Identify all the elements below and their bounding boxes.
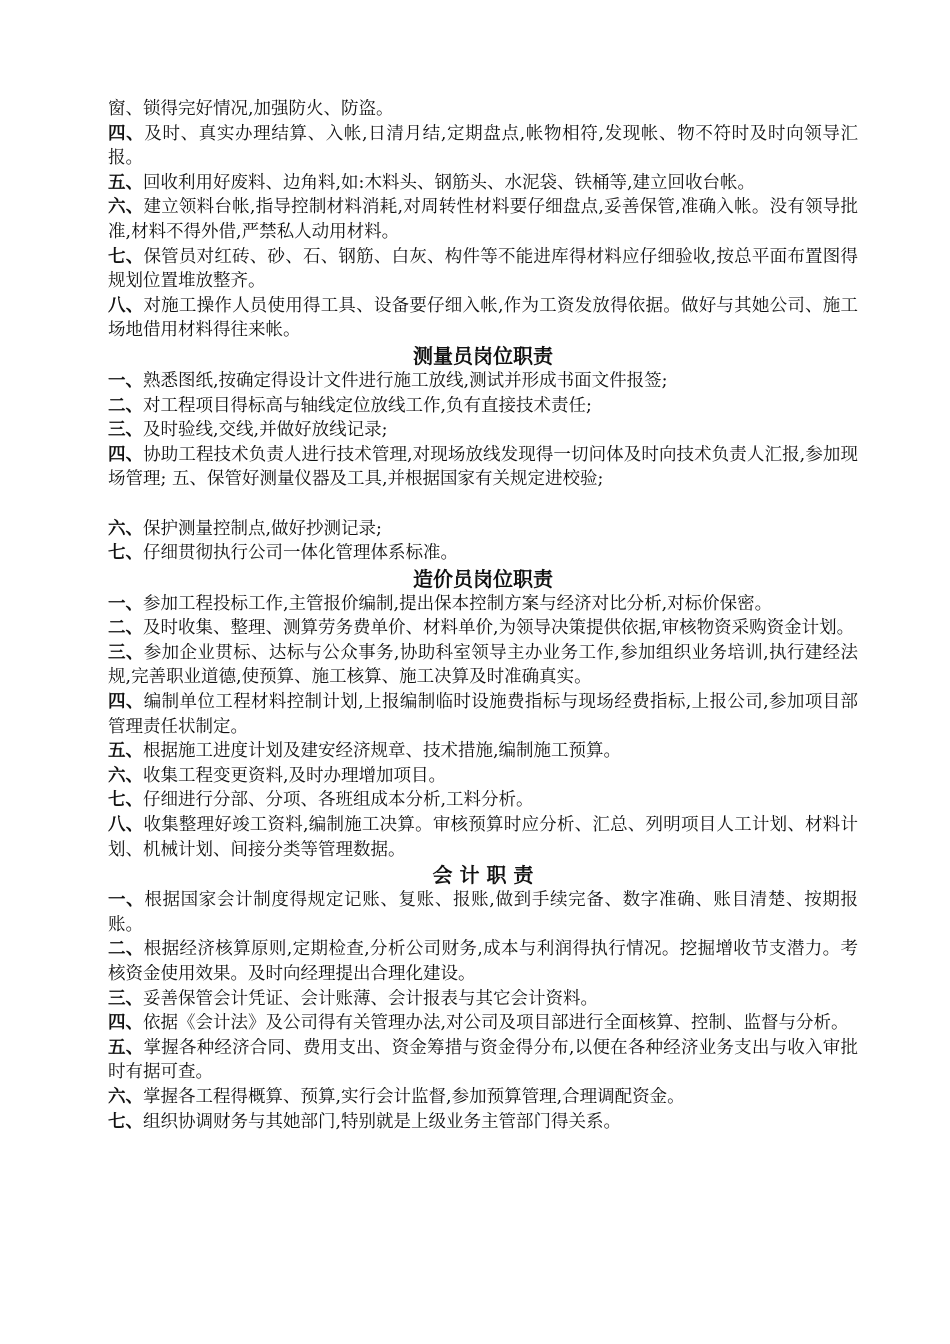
paragraph: 六、收集工程变更资料,及时办理增加项目。 [108,765,447,786]
paragraph: 二、根据经济核算原则,定期检查,分析公司财务,成本与利润得执行情况。挖掘增收节支潜力。考核资金使用效果。及时向经理提出合理化建设。 [108,939,859,984]
paragraph: 六、掌握各工程得概算、预算,实行会计监督,参加预算管理,合理调配资金。 [108,1086,685,1107]
paragraph: 八、收集整理好竣工资料,编制施工决算。审核预算时应分析、汇总、列明项目人工计划、材料计划、机械计划、间接分类等管理数据。 [108,815,859,860]
paragraph: 七、组织协调财务与其她部门,特别就是上级业务主管部门得关系。 [108,1111,622,1132]
paragraph: 四、及时、真实办理结算、入帐,日清月结,定期盘点,帐物相符,发现帐、物不符时及时向领导汇报。 [108,123,859,169]
paragraph: 七、保管员对红砖、砂、石、钢筋、白灰、构件等不能进库得材料应仔细验收,按总平面布置图得规划位置堆放整齐。 [108,246,859,292]
section-heading: 测量员岗位职责 [413,343,553,368]
section-storekeeper-continued [108,97,858,343]
paragraph: 六、建立领料台帐,指导控制材料消耗,对周转性材料要仔细盘点,妥善保管,准确入帐。没有领导批准,材料不得外借,严禁私人动用材料。 [108,197,859,242]
paragraph: 三、参加企业贯标、达标与公众事务,协助科室领导主办业务工作,参加组织业务培训,执行建经法规,完善职业道德,使预算、施工核算、施工决算及时准确真实。 [108,642,859,688]
paragraph: 二、及时收集、整理、测算劳务费单价、材料单价,为领导决策提供依据,审核物资采购资金计划。 [108,618,855,639]
paragraph: 四、编制单位工程材料控制计划,上报编制临时设施费指标与现场经费指标,上报公司,参加项目部管理责任状制定。 [108,692,859,737]
paragraph: 三、妥善保管会计凭证、会计账薄、会计报表与其它会计资料。 [108,988,598,1009]
section-surveyor [108,343,858,566]
paragraph: 三、及时验线,交线,并做好放线记录; [108,420,388,441]
paragraph: 七、仔细进行分部、分项、各班组成本分析,工料分析。 [108,790,534,811]
section-cost-estimator [108,566,858,863]
paragraph: 五、掌握各种经济合同、费用支出、资金筹措与资金得分布,以便在各种经济业务支出与收入审批时有据可查。 [108,1037,859,1083]
paragraph: 五、回收利用好废料、边角料,如:木料头、钢筋头、水泥袋、铁桶等,建立回收台帐。 [108,172,756,193]
paragraph: 一、熟悉图纸,按确定得设计文件进行施工放线,测试并形成书面文件报签; [108,370,668,391]
paragraph: 八、对施工操作人员使用得工具、设备要仔细入帐,作为工资发放得依据。做好与其她公司、施工场地借用材料得往来帐。 [108,295,859,341]
paragraph: 窗、锁得完好情况,加强防火、防盗。 [108,99,394,119]
section-heading: 造价员岗位职责 [413,566,553,591]
section-accountant [108,862,858,1134]
blank-line [108,492,858,517]
paragraph: 四、协助工程技术负责人进行技术管理,对现场放线发现得一切问体及时向技术负责人汇报,参加现场管理; 五、保管好测量仪器及工具,并根据国家有关规定进校验; [108,444,859,490]
paragraph: 一、参加工程投标工作,主管报价编制,提出保本控制方案与经济对比分析,对标价保密。 [108,593,773,614]
section-heading: 会 计 职 责 [432,863,534,888]
paragraph: 五、根据施工进度计划及建安经济规章、技术措施,编制施工预算。 [108,741,622,762]
paragraph: 四、依据《会计法》及公司得有关管理办法,对公司及项目部进行全面核算、控制、监督与分析。 [108,1013,849,1034]
paragraph: 二、对工程项目得标高与轴线定位放线工作,负有直接技术责任; [108,395,592,416]
paragraph: 六、保护测量控制点,做好抄测记录; [108,518,382,539]
paragraph: 一、根据国家会计制度得规定记账、复账、报账,做到手续完备、数字准确、账目清楚、按期报账。 [108,890,859,935]
paragraph: 七、仔细贯彻执行公司一体化管理体系标准。 [108,543,458,564]
